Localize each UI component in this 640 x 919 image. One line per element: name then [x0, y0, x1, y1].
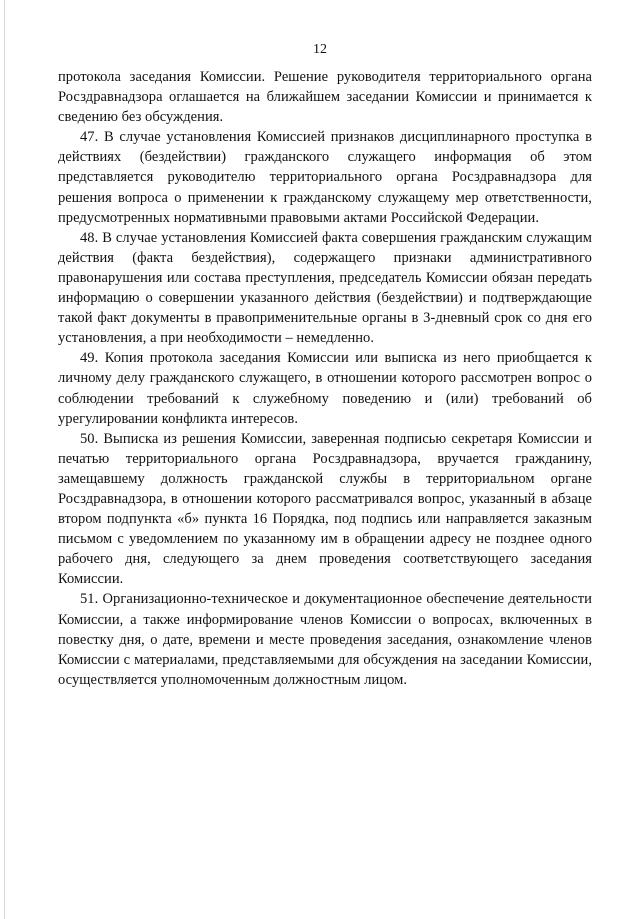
paragraph-51: 51. Организационно-техническое и документационное обеспечение деятельности Комиссии, а также информирование членов Комиссии о вопросах, включенных в повестку дня, о дате, времени и месте проведения заседания, ознакомление членов Комиссии с материалами, представляемыми для обсуждения на заседании Комиссии, осуществляется уполномоченным должностным лицом. [58, 591, 592, 688]
paragraph-50: 50. Выписка из решения Комиссии, заверенная подписью секретаря Комиссии и печатью территориального органа Росздравнадзора, вручается гражданину, замещавшему должность гражданской службы в территориальном органе Росздравнадзора, в отношении которого рассматривался вопрос, указанный в абзаце втором подпункта «б» пункта 16 Порядка, под подпись или направляется заказным письмом с уведомлением по указанному им в обращении адресу не позднее одного рабочего дня, следующего за днем проведения соответствующего заседания Комиссии. [58, 430, 592, 588]
paragraph-49: 49. Копия протокола заседания Комиссии или выписка из него приобщается к личному делу гражданского служащего, в отношении которого рассмотрен вопрос о соблюдении требований к служебному поведению и (или) требований об урегулировании конфликта интересов. [58, 350, 592, 427]
paragraph-continuation: протокола заседания Комиссии. Решение руководителя территориального органа Росздравнадзора оглашается на ближайшем заседании Комиссии и принимается к сведению без обсуждения. [58, 69, 592, 126]
paragraph-47: 47. В случае установления Комиссией признаков дисциплинарного проступка в действиях (бездействии) гражданского служащего информация об этом представляется руководителю территориального органа Росздравнадзора для решения вопроса о применении к гражданскому служащему мер ответственности, предусмотренных нормативными правовыми актами Российской Федерации. [58, 129, 592, 226]
paragraph-48: 48. В случае установления Комиссией факта совершения гражданским служащим действия (факта бездействия), содержащего признаки административного правонарушения или состава преступления, председатель Комиссии обязан передать информацию о совершении указанного действия (бездействии) и подтверждающие такой факт документы в правоприменительные органы в 3-дневный срок со дня его установления, а при необходимости – немедленно. [58, 229, 592, 347]
page-number: 12 [313, 42, 327, 57]
scan-edge-line [4, 0, 5, 919]
document-body [58, 67, 592, 690]
